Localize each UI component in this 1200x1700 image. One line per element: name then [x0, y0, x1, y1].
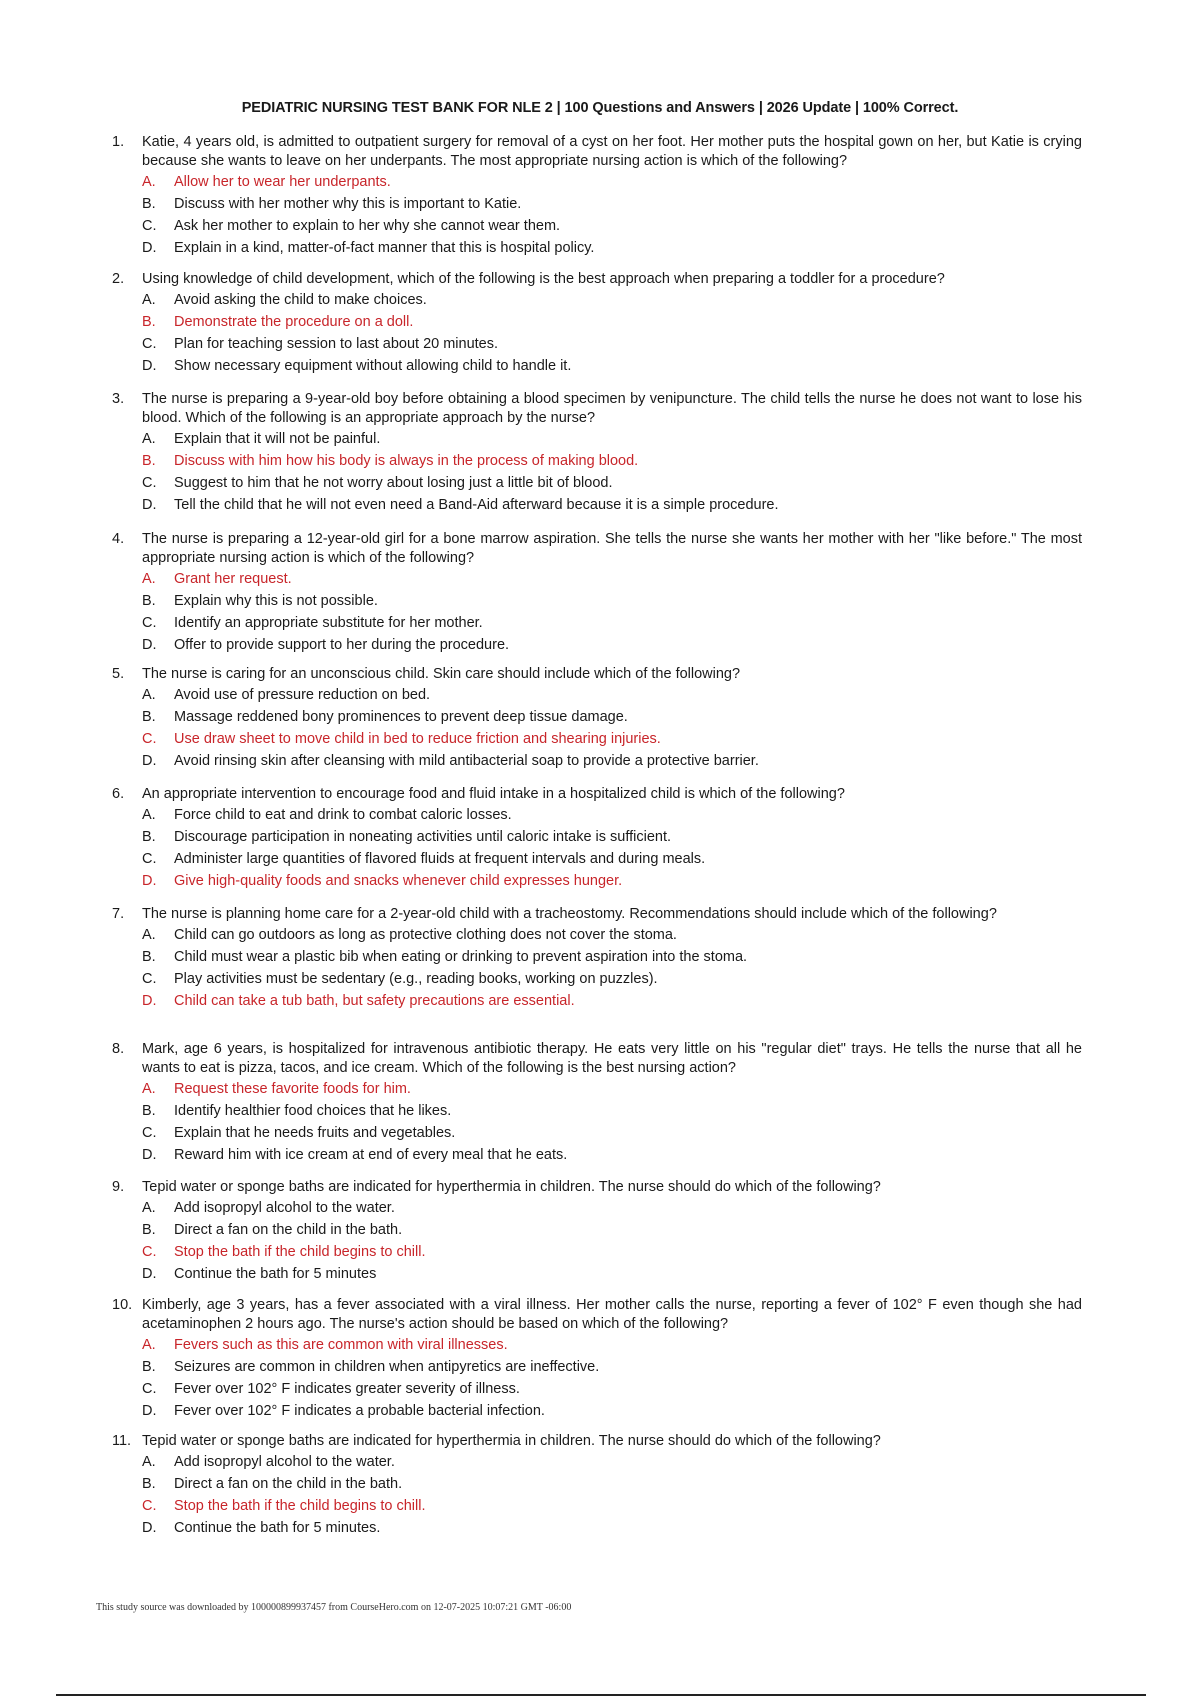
answer-option-correct — [142, 1078, 1082, 1100]
option-letter: D. — [142, 358, 157, 374]
option-text: Add isopropyl alcohol to the water. — [174, 1454, 395, 1470]
option-letter: C. — [142, 1498, 157, 1514]
option-letter: A. — [142, 1337, 156, 1353]
answer-option-correct — [142, 728, 1082, 750]
question-text: Using knowledge of child development, which of the following is the best approach when preparing a toddler for a procedure? — [142, 271, 945, 287]
question-stem — [112, 1432, 1082, 1451]
option-letter: D. — [142, 753, 157, 769]
answer-option — [142, 612, 1082, 634]
option-text: Request these favorite foods for him. — [174, 1081, 411, 1097]
question-stem — [112, 1040, 1082, 1078]
option-letter: D. — [142, 993, 157, 1009]
answer-option — [142, 634, 1082, 656]
question-stem — [112, 530, 1082, 568]
option-letter: C. — [142, 1381, 157, 1397]
option-text: Fevers such as this are common with viral illnesses. — [174, 1337, 508, 1353]
answer-option — [142, 924, 1082, 946]
option-letter: B. — [142, 1103, 156, 1119]
question-stem — [112, 270, 1082, 289]
option-text: Discourage participation in noneating activities until caloric intake is sufficient. — [174, 829, 672, 845]
answer-option — [142, 237, 1082, 259]
option-text: Avoid use of pressure reduction on bed. — [174, 687, 431, 703]
question-number: 10. — [112, 1297, 133, 1313]
option-text: Avoid asking the child to make choices. — [174, 292, 427, 308]
answer-option — [142, 750, 1082, 772]
answer-option — [142, 215, 1082, 237]
question-item — [112, 270, 1082, 377]
option-text: Offer to provide support to her during the procedure. — [174, 637, 510, 653]
question-text: The nurse is preparing a 9-year-old boy before obtaining a blood specimen by venipuncture. The child tells the nurse he does not want to lose his blood. Which of the following is an appropriate approach by the nurse? — [142, 391, 1082, 426]
option-text: Continue the bath for 5 minutes — [174, 1266, 377, 1282]
question-item — [112, 665, 1082, 772]
option-letter: B. — [142, 1222, 156, 1238]
option-letter: A. — [142, 1081, 156, 1097]
question-item — [112, 905, 1082, 1012]
answer-option-correct — [142, 990, 1082, 1012]
option-text: Direct a fan on the child in the bath. — [174, 1476, 403, 1492]
option-text: Force child to eat and drink to combat caloric losses. — [174, 807, 512, 823]
option-letter: B. — [142, 709, 156, 725]
answer-option — [142, 289, 1082, 311]
option-text: Reward him with ice cream at end of every meal that he eats. — [174, 1147, 568, 1163]
answer-option — [142, 848, 1082, 870]
answer-option — [142, 1473, 1082, 1495]
question-stem — [112, 905, 1082, 924]
answer-option-correct — [142, 568, 1082, 590]
question-stem — [112, 665, 1082, 684]
answer-option — [142, 684, 1082, 706]
option-letter: A. — [142, 687, 156, 703]
question-text: Tepid water or sponge baths are indicated for hyperthermia in children. The nurse should do which of the following? — [142, 1433, 881, 1449]
question-number: 3. — [112, 391, 125, 407]
question-stem — [112, 390, 1082, 428]
option-text: Allow her to wear her underpants. — [174, 174, 391, 190]
question-item — [112, 390, 1082, 516]
option-text: Administer large quantities of flavored fluids at frequent intervals and during meals. — [174, 851, 706, 867]
answer-option-correct — [142, 1495, 1082, 1517]
option-text: Massage reddened bony prominences to prevent deep tissue damage. — [174, 709, 628, 725]
option-letter: D. — [142, 637, 157, 653]
answer-option — [142, 1100, 1082, 1122]
option-letter: B. — [142, 1476, 156, 1492]
option-letter: C. — [142, 475, 157, 491]
answer-option-correct — [142, 450, 1082, 472]
option-text: Child can take a tub bath, but safety precautions are essential. — [174, 993, 575, 1009]
answer-option — [142, 333, 1082, 355]
option-text: Discuss with him how his body is always in the process of making blood. — [174, 453, 639, 469]
option-text: Suggest to him that he not worry about losing just a little bit of blood. — [174, 475, 613, 491]
download-watermark-note: This study source was downloaded by 100000899937457 from CourseHero.com on 12-07-2025 10:07:21 GMT -06:00 — [96, 1602, 572, 1613]
answer-option — [142, 1219, 1082, 1241]
option-letter: A. — [142, 431, 156, 447]
page-bottom-rule — [56, 1694, 1146, 1696]
question-number: 6. — [112, 786, 125, 802]
answer-option — [142, 1400, 1082, 1422]
answer-option — [142, 193, 1082, 215]
answer-option — [142, 355, 1082, 377]
question-stem — [112, 133, 1082, 171]
question-number: 4. — [112, 531, 125, 547]
option-text: Use draw sheet to move child in bed to reduce friction and shearing injuries. — [174, 731, 661, 747]
question-number: 5. — [112, 666, 125, 682]
option-text: Explain that it will not be painful. — [174, 431, 381, 447]
option-letter: A. — [142, 807, 156, 823]
answer-option — [142, 428, 1082, 450]
question-stem — [112, 1178, 1082, 1197]
question-item — [112, 1432, 1082, 1539]
option-letter: D. — [142, 1403, 157, 1419]
option-letter: A. — [142, 927, 156, 943]
answer-option — [142, 494, 1082, 516]
option-letter: D. — [142, 1147, 157, 1163]
answer-option — [142, 1263, 1082, 1285]
answer-option — [142, 1517, 1082, 1539]
option-letter: B. — [142, 949, 156, 965]
question-text: An appropriate intervention to encourage food and fluid intake in a hospitalized child is which of the following? — [142, 786, 845, 802]
option-letter: C. — [142, 971, 157, 987]
option-letter: C. — [142, 851, 157, 867]
option-letter: C. — [142, 731, 157, 747]
option-letter: D. — [142, 497, 157, 513]
option-text: Fever over 102° F indicates a probable bacterial infection. — [174, 1403, 545, 1419]
question-text: Mark, age 6 years, is hospitalized for intravenous antibiotic therapy. He eats very little on his "regular diet" trays. He tells the nurse that all he wants to eat is pizza, tacos, and ice cream. Which of the following is the best nursing action? — [142, 1041, 1082, 1076]
answer-option — [142, 826, 1082, 848]
option-text: Explain in a kind, matter-of-fact manner that this is hospital policy. — [174, 240, 595, 256]
option-text: Child must wear a plastic bib when eating or drinking to prevent aspiration into the stoma. — [174, 949, 748, 965]
answer-option — [142, 946, 1082, 968]
question-item — [112, 530, 1082, 656]
option-letter: B. — [142, 453, 156, 469]
answer-option — [142, 590, 1082, 612]
answer-option-correct — [142, 870, 1082, 892]
question-text: Kimberly, age 3 years, has a fever associated with a viral illness. Her mother calls the nurse, reporting a fever of 102° F even though she had acetaminophen 2 hours ago. The nurse's action should be based on which of the following? — [142, 1297, 1082, 1332]
question-item — [112, 1178, 1082, 1285]
option-text: Ask her mother to explain to her why she cannot wear them. — [174, 218, 561, 234]
option-letter: C. — [142, 218, 157, 234]
option-letter: D. — [142, 1520, 157, 1536]
option-letter: A. — [142, 174, 156, 190]
option-text: Add isopropyl alcohol to the water. — [174, 1200, 395, 1216]
option-text: Direct a fan on the child in the bath. — [174, 1222, 403, 1238]
option-letter: A. — [142, 292, 156, 308]
question-item — [112, 1040, 1082, 1166]
option-letter: D. — [142, 1266, 157, 1282]
question-number: 9. — [112, 1179, 125, 1195]
question-text: Tepid water or sponge baths are indicated for hyperthermia in children. The nurse should do which of the following? — [142, 1179, 881, 1195]
answer-option-correct — [142, 1241, 1082, 1263]
question-number: 11. — [112, 1433, 132, 1449]
option-letter: A. — [142, 1200, 156, 1216]
option-letter: B. — [142, 314, 156, 330]
option-text: Seizures are common in children when antipyretics are ineffective. — [174, 1359, 600, 1375]
option-letter: C. — [142, 336, 157, 352]
question-number: 7. — [112, 906, 125, 922]
answer-option — [142, 968, 1082, 990]
answer-option — [142, 1122, 1082, 1144]
option-letter: B. — [142, 829, 156, 845]
option-text: Play activities must be sedentary (e.g., reading books, working on puzzles). — [174, 971, 658, 987]
option-letter: D. — [142, 240, 157, 256]
answer-option-correct — [142, 311, 1082, 333]
answer-option — [142, 804, 1082, 826]
option-letter: D. — [142, 873, 157, 889]
option-text: Explain that he needs fruits and vegetables. — [174, 1125, 456, 1141]
option-text: Stop the bath if the child begins to chill. — [174, 1244, 426, 1260]
question-number: 1. — [112, 134, 125, 150]
option-letter: B. — [142, 593, 156, 609]
option-text: Avoid rinsing skin after cleansing with mild antibacterial soap to provide a protective barrier. — [174, 753, 759, 769]
option-text: Plan for teaching session to last about 20 minutes. — [174, 336, 499, 352]
option-text: Tell the child that he will not even need a Band-Aid afterward because it is a simple procedure. — [174, 497, 779, 513]
option-letter: C. — [142, 1125, 157, 1141]
question-text: The nurse is planning home care for a 2-year-old child with a tracheostomy. Recommendations should include which of the following? — [142, 906, 997, 922]
answer-option — [142, 1378, 1082, 1400]
option-text: Stop the bath if the child begins to chill. — [174, 1498, 426, 1514]
answer-option — [142, 1356, 1082, 1378]
answer-option-correct — [142, 171, 1082, 193]
question-number: 2. — [112, 271, 125, 287]
option-letter: B. — [142, 1359, 156, 1375]
question-text: The nurse is preparing a 12-year-old girl for a bone marrow aspiration. She tells the nurse she wants her mother with her "like before." The most appropriate nursing action is which of the following? — [142, 531, 1082, 566]
option-text: Identify healthier food choices that he likes. — [174, 1103, 452, 1119]
option-letter: A. — [142, 1454, 156, 1470]
answer-option-correct — [142, 1334, 1082, 1356]
question-text: Katie, 4 years old, is admitted to outpatient surgery for removal of a cyst on her foot. Her mother puts the hospital gown on her, but Katie is crying because she wants to leave on her underpants. The most appropriate nursing action is which of the following? — [142, 134, 1082, 169]
option-text: Show necessary equipment without allowing child to handle it. — [174, 358, 572, 374]
option-text: Grant her request. — [174, 571, 292, 587]
answer-option — [142, 1451, 1082, 1473]
option-letter: B. — [142, 196, 156, 212]
option-text: Explain why this is not possible. — [174, 593, 378, 609]
option-text: Fever over 102° F indicates greater severity of illness. — [174, 1381, 520, 1397]
question-stem — [112, 1296, 1082, 1334]
option-letter: C. — [142, 615, 157, 631]
answer-option — [142, 706, 1082, 728]
option-text: Discuss with her mother why this is important to Katie. — [174, 196, 522, 212]
option-text: Identify an appropriate substitute for her mother. — [174, 615, 483, 631]
option-letter: C. — [142, 1244, 157, 1260]
question-item — [112, 785, 1082, 892]
option-text: Give high-quality foods and snacks whenever child expresses hunger. — [174, 873, 623, 889]
option-letter: A. — [142, 571, 156, 587]
question-item — [112, 133, 1082, 259]
question-stem — [112, 785, 1082, 804]
document-title: PEDIATRIC NURSING TEST BANK FOR NLE 2 | 100 Questions and Answers | 2026 Update | 100% Correct. — [241, 100, 959, 116]
answer-option — [142, 1144, 1082, 1166]
option-text: Continue the bath for 5 minutes. — [174, 1520, 381, 1536]
question-number: 8. — [112, 1041, 125, 1057]
question-text: The nurse is caring for an unconscious child. Skin care should include which of the following? — [142, 666, 741, 682]
option-text: Demonstrate the procedure on a doll. — [174, 314, 414, 330]
question-item — [112, 1296, 1082, 1422]
answer-option — [142, 472, 1082, 494]
answer-option — [142, 1197, 1082, 1219]
option-text: Child can go outdoors as long as protective clothing does not cover the stoma. — [174, 927, 677, 943]
